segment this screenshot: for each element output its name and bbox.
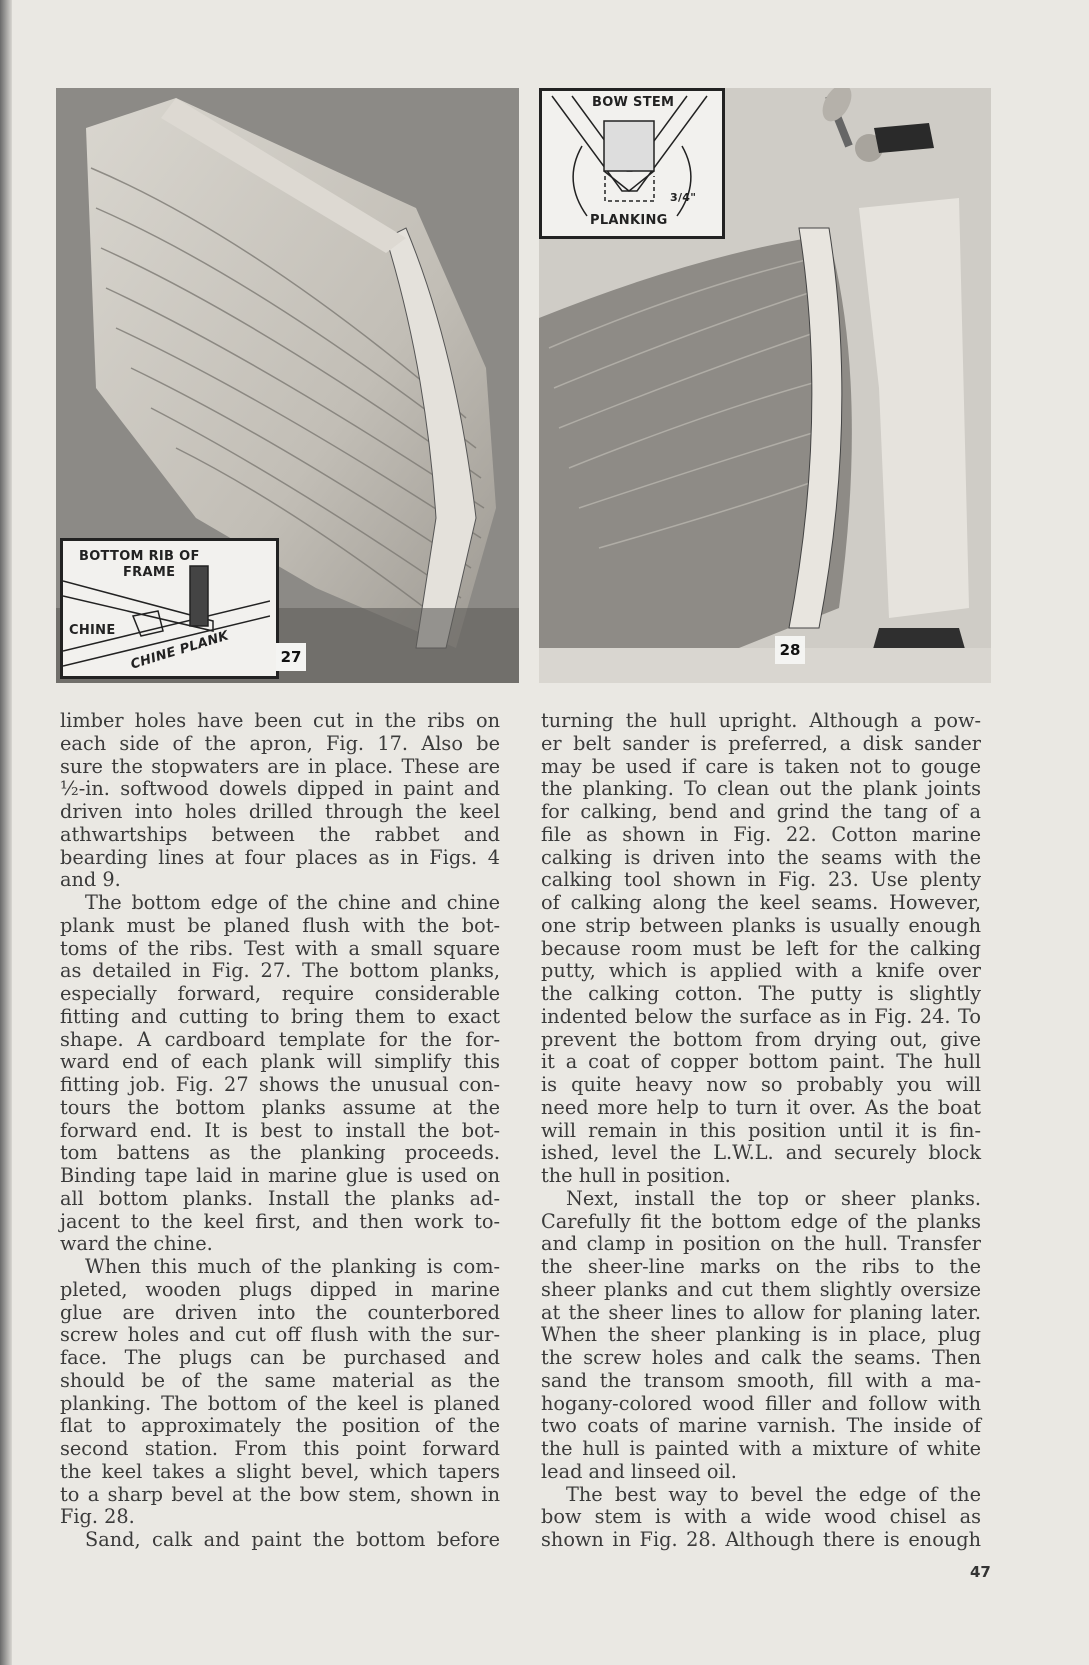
text-line: ward the chine. (60, 1232, 213, 1256)
text-line: and clamp in position on the hull. Transfer (541, 1232, 981, 1256)
text-line: the hull is painted with a mixture of white (541, 1437, 981, 1460)
text-line: should be of the same material as the (60, 1368, 500, 1392)
text-line: bow stem is with a wide wood chisel as (541, 1505, 981, 1529)
text-line: When the sheer planking is in place, plug (541, 1323, 981, 1347)
text-line: hogany-colored wood filler and follow with (541, 1391, 981, 1415)
text-line: is quite heavy now so probably you will (541, 1073, 981, 1096)
text-line: putty, which is applied with a knife over (541, 959, 981, 983)
text-line: file as shown in Fig. 22. Cotton marine (541, 822, 981, 846)
inset-label-chine-plank: CHINE PLANK (129, 628, 231, 673)
text-line: Next, install the top or sheer planks. (566, 1186, 981, 1210)
inset-label-frame: FRAME (123, 565, 176, 580)
text-line: limber holes have been cut in the ribs on (60, 709, 500, 732)
page-gutter-shadow (0, 0, 12, 1665)
text-line: pleted, wooden plugs dipped in marine (60, 1277, 500, 1301)
page-number: 47 (970, 1563, 991, 1581)
text-line: the screw holes and calk the seams. Then (541, 1346, 981, 1369)
text-line: ½-in. softwood dowels dipped in paint and (60, 777, 500, 801)
text-line: fitting and cutting to bring them to exact (60, 1004, 500, 1028)
text-line: may be used if care is taken not to gouge (541, 754, 981, 778)
text-line: the keel takes a slight bevel, which tapers (60, 1459, 500, 1483)
text-line: The bottom edge of the chine and chine (85, 891, 500, 914)
figure-number-badge: 27 (276, 643, 306, 671)
text-line: will remain in this position until it is fin- (541, 1118, 981, 1142)
text-line: glue are driven into the counterbored (60, 1300, 500, 1324)
text-line: and 9. (60, 868, 121, 892)
text-line: one strip between planks is usually enough (541, 913, 981, 937)
text-line: sand the transom smooth, fill with a ma- (541, 1368, 981, 1392)
text-line: bearding lines at four places as in Figs. 4 (60, 845, 500, 869)
text-line: shape. A cardboard template for the for- (60, 1027, 500, 1051)
text-line: Fig. 28. (60, 1505, 135, 1529)
text-line: When this much of the planking is com- (85, 1255, 500, 1278)
inset-label-bow-stem: BOW STEM (592, 95, 675, 110)
text-line: for calking, bend and grind the tang of a (541, 800, 981, 823)
figure-27-photo (56, 88, 519, 683)
text-line: need more help to turn it over. As the boat (541, 1095, 981, 1119)
text-line: the sheer-line marks on the ribs to the (541, 1255, 981, 1278)
bow-stem-detail-inset (539, 88, 725, 239)
text-line: planking. The bottom of the keel is planed (60, 1391, 500, 1415)
inset-label-three-quarter-inch: 3/4" (670, 191, 697, 204)
text-line: all bottom planks. Install the planks ad- (60, 1186, 500, 1210)
figure-number-badge: 28 (775, 636, 805, 664)
text-line: prevent the bottom from drying out, give (541, 1027, 981, 1051)
text-line: the planking. To clean out the plank joints (541, 777, 981, 801)
text-line: two coats of marine varnish. The inside of (541, 1414, 981, 1438)
article-column-left (60, 710, 500, 1552)
text-line: second station. From this point forward (60, 1437, 500, 1460)
text-line: indented below the surface as in Fig. 24. To (541, 1004, 981, 1028)
text-line: of calking along the keel seams. However, (541, 891, 981, 914)
text-line: sheer planks and cut them slightly oversize (541, 1277, 981, 1301)
text-line: Sand, calk and paint the bottom before (85, 1528, 500, 1551)
text-line: plank must be planed flush with the bot- (60, 913, 500, 937)
text-line: it a coat of copper bottom paint. The hull (541, 1050, 981, 1074)
inset-label-planking: PLANKING (590, 213, 668, 228)
text-line: as detailed in Fig. 27. The bottom planks, (60, 959, 500, 983)
text-line: face. The plugs can be purchased and (60, 1346, 500, 1369)
text-line: fitting job. Fig. 27 shows the unusual con- (60, 1073, 500, 1096)
text-line: Binding tape laid in marine glue is used on (60, 1164, 500, 1187)
text-line: calking is driven into the seams with the (541, 845, 981, 869)
text-line: the calking cotton. The putty is slightly (541, 982, 981, 1005)
inset-label-bottom-rib: BOTTOM RIB OF (79, 549, 200, 564)
text-line: toms of the ribs. Test with a small square (60, 936, 500, 960)
text-line: because room must be left for the calking (541, 936, 981, 960)
text-line: Carefully fit the bottom edge of the planks (541, 1209, 981, 1233)
text-line: lead and linseed oil. (541, 1459, 737, 1483)
figure-28-photo (539, 88, 991, 683)
text-line: the hull in position. (541, 1164, 731, 1187)
article-column-right (541, 710, 981, 1552)
text-line: at the sheer lines to allow for planing later. (541, 1300, 981, 1324)
text-line: shown in Fig. 28. Although there is enough (541, 1528, 981, 1551)
text-line: flat to approximately the position of the (60, 1414, 500, 1438)
text-line: each side of the apron, Fig. 17. Also be (60, 731, 500, 755)
text-line: er belt sander is preferred, a disk sander (541, 731, 981, 755)
text-line: turning the hull upright. Although a pow- (541, 709, 981, 732)
text-line: The best way to bevel the edge of the (566, 1482, 981, 1506)
text-line: screw holes and cut off flush with the sur- (60, 1323, 500, 1347)
inset-label-chine: CHINE (69, 623, 116, 638)
text-line: athwartships between the rabbet and (60, 822, 500, 846)
text-line: tours the bottom planks assume at the (60, 1095, 500, 1119)
text-line: ished, level the L.W.L. and securely block (541, 1141, 981, 1165)
text-line: ward end of each plank will simplify this (60, 1050, 500, 1074)
bottom-rib-detail-inset (60, 538, 279, 679)
text-line: driven into holes drilled through the keel (60, 800, 500, 823)
text-line: jacent to the keel first, and then work to- (60, 1209, 500, 1233)
bow-stem-cross-section-drawing (542, 91, 716, 230)
text-line: especially forward, require considerable (60, 982, 500, 1005)
text-line: forward end. It is best to install the bot- (60, 1118, 500, 1142)
text-line: calking tool shown in Fig. 23. Use plenty (541, 868, 981, 892)
text-line: to a sharp bevel at the bow stem, shown in (60, 1482, 500, 1506)
text-line: sure the stopwaters are in place. These are (60, 754, 500, 778)
text-line: tom battens as the planking proceeds. (60, 1141, 500, 1165)
